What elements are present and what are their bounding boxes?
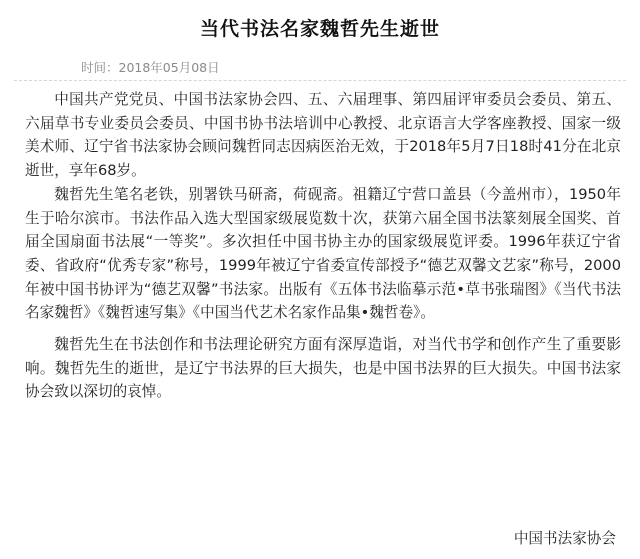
publish-date: 时间：2018年05月08日 [81, 60, 220, 75]
article-body [25, 88, 621, 404]
paragraph-1: 中国共产党党员、中国书法家协会四、五、六届理事、第四届评审委员会委员、第五、六届草书专业委员会委员、中国书协书法培训中心教授、北京语言大学客座教授、国家一级美术师、辽宁省书法家协会顾问魏哲同志因病医治无效，于2018年5月7日18时41分在北京逝世，享年68岁。 [25, 91, 621, 180]
divider [14, 80, 626, 81]
paragraph-3: 魏哲先生在书法创作和书法理论研究方面有深厚造诣，对当代书学和创作产生了重要影响。魏哲先生的逝世，是辽宁书法界的巨大损失，也是中国书法界的巨大损失。中国书法家协会致以深切的哀悼。 [25, 336, 621, 401]
signature: 中国书法家协会 [513, 530, 616, 547]
article-title: 当代书法名家魏哲先生逝世 [199, 18, 440, 40]
paragraph-2: 魏哲先生笔名老铁，别署铁马研斋，荷砚斋。祖籍辽宁营口盖县（今盖州市），1950年生于哈尔滨市。书法作品入选大型国家级展览数十次，获第六届全国书法篆刻展全国奖、首届全国扇面书法展“一等奖”。多次担任中国书协主办的国家级展览评委。1996年获辽宁省委、省政府“优秀专家”称号，1999年被辽宁省委宣传部授予“德艺双馨文艺家”称号，2000年被中国书协评为“德艺双馨”书法家。出版有《五体书法临摹示范•草书张瑞图》《当代书法名家魏哲》《魏哲速写集》《中国当代艺术名家作品集•魏哲卷》。 [25, 185, 621, 322]
